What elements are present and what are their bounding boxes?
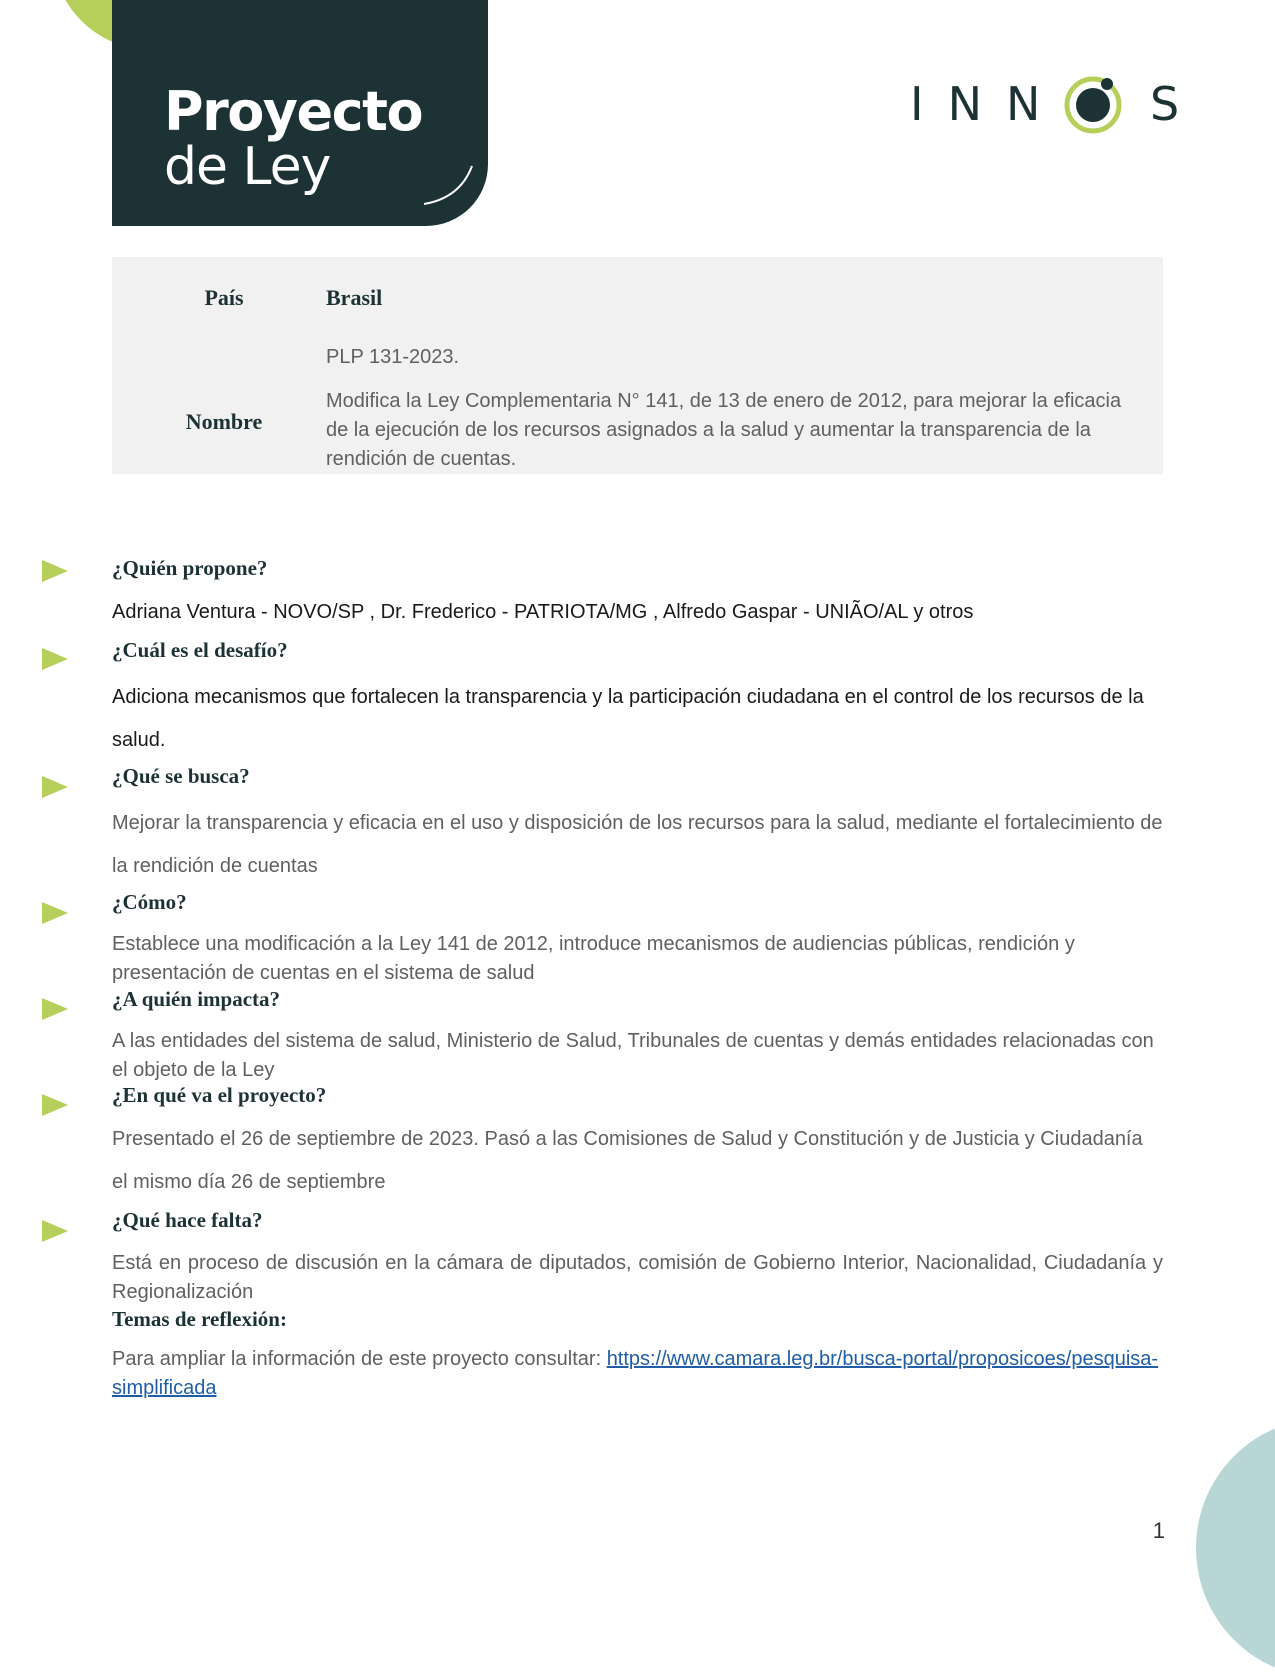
title-block <box>112 0 488 226</box>
arrow-icon <box>42 902 68 924</box>
nombre-description: Modifica la Ley Complementaria N° 141, de 13 de enero de 2012, para mejorar la eficacia de la ejecución de los recursos asignados a la salud y aumentar la transparencia de la rendición de cuentas. <box>326 390 1122 470</box>
section-text: Adiciona mecanismos que fortalecen la transparencia y la participación ciudadana en el control de los recursos de la salud. <box>112 686 1144 751</box>
title-line-1: Proyecto <box>164 80 423 143</box>
nombre-code: PLP 131-2023. <box>326 346 460 368</box>
arrow-icon <box>42 1094 68 1116</box>
section-heading: ¿A quién impacta? <box>112 987 281 1011</box>
reflexion-heading: Temas de reflexión: <box>112 1307 287 1331</box>
section-heading: ¿Qué se busca? <box>112 764 250 788</box>
innos-logo <box>910 70 1180 140</box>
arrow-icon <box>42 560 68 582</box>
nombre-label: Nombre <box>185 409 263 434</box>
section-heading: ¿Cuál es el desafío? <box>112 638 288 662</box>
title-line-2: de Ley <box>164 137 331 197</box>
section-text: Establece una modificación a la Ley 141 de 2012, introduce mecanismos de audiencias públicas, rendición y presentación de cuentas en el sistema de salud <box>112 933 1075 984</box>
logo-text-left: INN <box>910 77 1065 131</box>
camara-link[interactable]: https://www.camara.leg.br/busca-portal/proposicoes/pesquisa-simplificada <box>112 1348 1159 1399</box>
pais-value: Brasil <box>326 285 383 310</box>
section-text: Está en proceso de discusión en la cámara de diputados, comisión de Gobierno Interior, Nacionalidad, Ciudadanía y Regionalización <box>112 1252 1163 1303</box>
page-number: 1 <box>1152 1518 1165 1543</box>
arrow-icon <box>42 998 68 1020</box>
arrow-icon <box>42 648 68 670</box>
logo-text-right: S <box>1150 77 1180 131</box>
section-heading: ¿En qué va el proyecto? <box>112 1083 327 1107</box>
section-text: A las entidades del sistema de salud, Ministerio de Salud, Tribunales de cuentas y demás entidades relacionadas con el objeto de la Ley <box>112 1030 1154 1081</box>
section-text: Presentado el 26 de septiembre de 2023. Pasó a las Comisiones de Salud y Constitución y de Justicia y Ciudadanía el mismo día 26 de septiembre <box>112 1128 1143 1193</box>
reflexion-text <box>112 1345 1163 1403</box>
reflexion-intro: Para ampliar la información de este proyecto consultar: <box>112 1348 607 1370</box>
section-heading: ¿Cómo? <box>112 890 187 914</box>
arrow-icon <box>42 1220 68 1242</box>
teal-circle-decoration <box>1196 1418 1275 1678</box>
pais-label: País <box>204 285 244 310</box>
section-text: Mejorar la transparencia y eficacia en el uso y disposición de los recursos para la salud, mediante el fortalecimiento de la rendición de cuentas <box>112 812 1163 877</box>
section-heading: ¿Qué hace falta? <box>112 1208 263 1232</box>
section-heading: ¿Quién propone? <box>112 556 268 580</box>
section-text: Adriana Ventura - NOVO/SP , Dr. Frederico - PATRIOTA/MG , Alfredo Gaspar - UNIÃO/AL y otros <box>112 601 974 623</box>
swoosh-decoration <box>420 160 480 210</box>
logo-o-icon <box>1060 72 1126 138</box>
arrow-icon <box>42 776 68 798</box>
info-table <box>112 257 1163 474</box>
